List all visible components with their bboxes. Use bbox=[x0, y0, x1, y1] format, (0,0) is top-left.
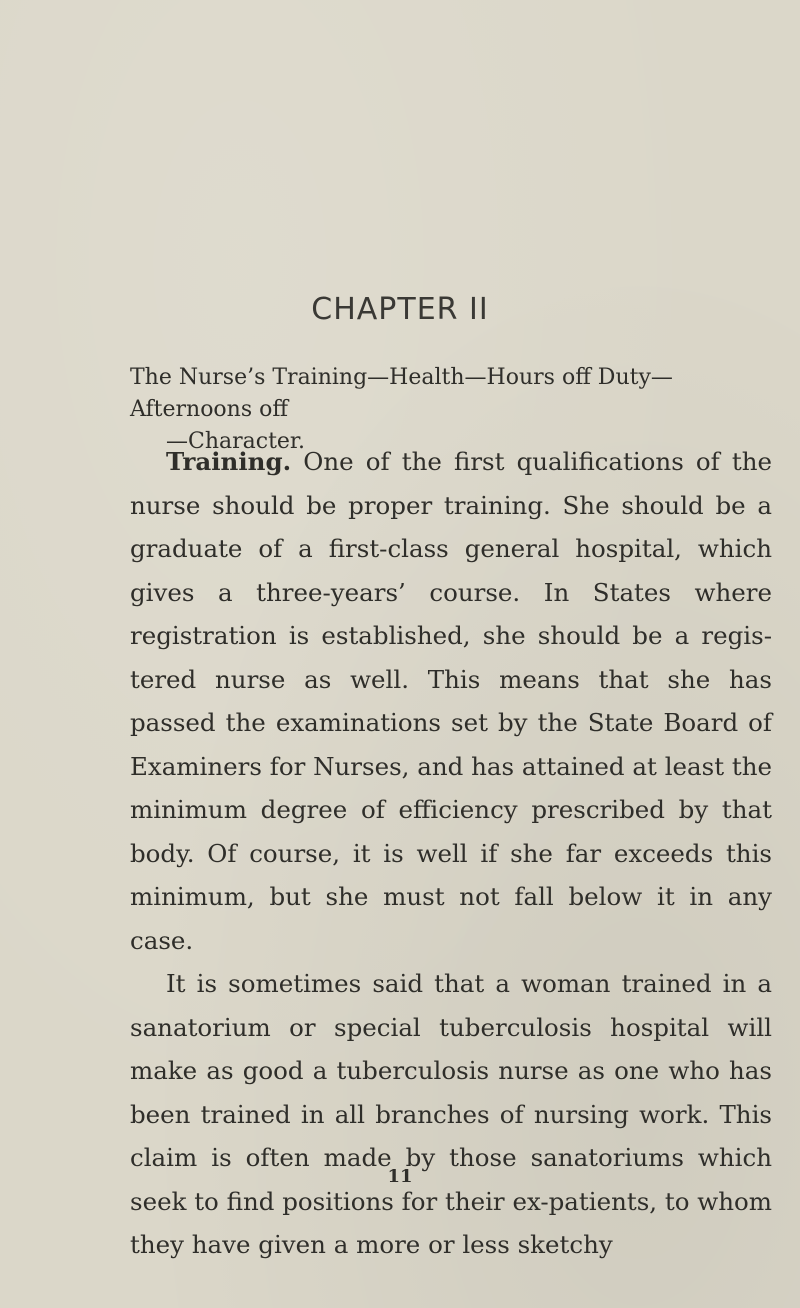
paragraph-text: One of the first qualifications of the nurse should be proper training. She should be a graduate of a first-class general hospital, which gives a three-years’ course. In States where registration is established, she should be a registered nurse as well. This means that she has passed the examinations set by the State Board of Examiners for Nurses, and has attained at least the minimum degree of efficiency prescribed by that body. Of course, it is well if she far exceeds this minimum, but she must not fall below it in any case. bbox=[130, 447, 772, 955]
chapter-body bbox=[130, 440, 772, 1267]
paragraph-text: It is sometimes said that a woman trained in a sanatorium or special tuberculosis hospital will make as good a tuberculosis nurse as one who has been trained in all branches of nursing work. This claim is often made by those sanatoriums which seek to find positions for their ex-patients, to whom they have given a more or less sketchy bbox=[130, 969, 772, 1259]
paragraph-sanatorium bbox=[130, 962, 772, 1267]
page-number: 11 bbox=[387, 1166, 413, 1187]
run-in-heading: Training. bbox=[166, 447, 292, 476]
chapter-title: CHAPTER II bbox=[311, 292, 489, 327]
paragraph-training bbox=[130, 440, 772, 962]
synopsis-line-1: The Nurse’s Training—Health—Hours off Duty—Afternoons off bbox=[130, 365, 673, 422]
synopsis-line-2: —Character. bbox=[166, 429, 306, 454]
